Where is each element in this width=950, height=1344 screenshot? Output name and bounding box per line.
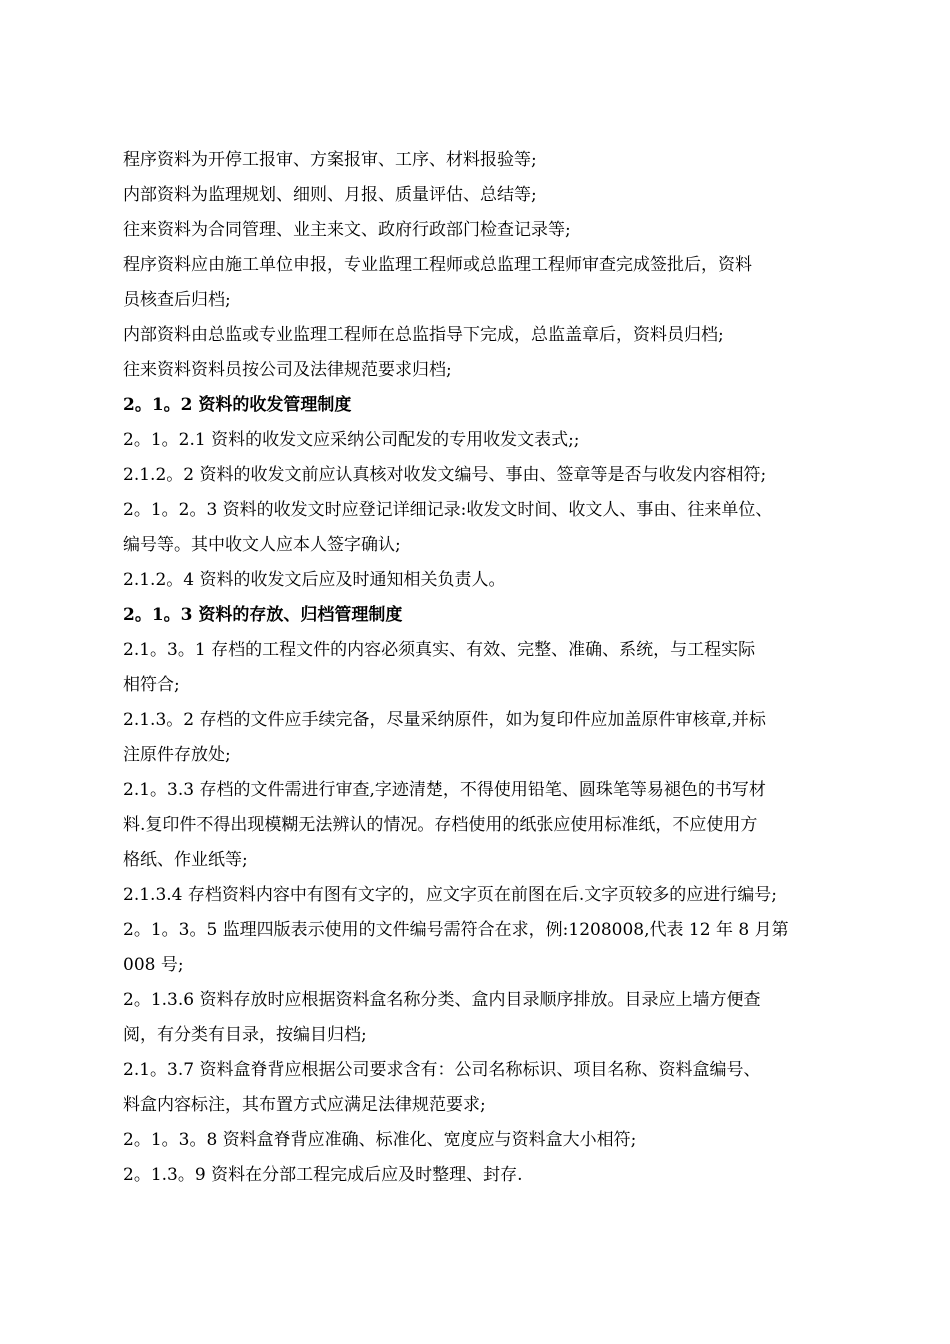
paragraph-line: 料.复印件不得出现模糊无法辨认的情况。存档使用的纸张应使用标准纸，不应使用方 xyxy=(123,815,758,835)
paragraph-line: 2.1.3.4 存档资料内容中有图有文字的，应文字页在前图在后.文字页较多的应进行编号; xyxy=(123,885,778,905)
paragraph-line: 往来资料为合同管理、业主来文、政府行政部门检查记录等; xyxy=(123,220,571,240)
paragraph-line: 编号等。其中收文人应本人签字确认; xyxy=(123,535,401,555)
paragraph-line: 料盒内容标注，其布置方式应满足法律规范要求; xyxy=(123,1095,486,1115)
paragraph-line: 格纸、作业纸等; xyxy=(123,850,248,870)
paragraph-line: 程序资料为开停工报审、方案报审、工序、材料报验等; xyxy=(123,150,537,170)
paragraph-line: 2。1。2.1 资料的收发文应采纳公司配发的专用收发文表式;; xyxy=(123,430,580,450)
paragraph-line: 往来资料资料员按公司及法律规范要求归档; xyxy=(123,360,452,380)
paragraph-line: 2。1.3.6 资料存放时应根据资料盒名称分类、盒内目录顺序排放。目录应上墙方便查 xyxy=(123,990,761,1010)
paragraph-line: 程序资料应由施工单位申报，专业监理工程师或总监理工程师审查完成签批后，资料 xyxy=(123,255,752,275)
paragraph-line: 员核查后归档; xyxy=(123,290,231,310)
paragraph-line: 注原件存放处; xyxy=(123,745,231,765)
paragraph-line: 2.1。3。1 存档的工程文件的内容必须真实、有效、完整、准确、系统，与工程实际 xyxy=(123,640,756,660)
paragraph-line: 2。1。3。8 资料盒脊背应准确、标准化、宽度应与资料盒大小相符; xyxy=(123,1130,637,1150)
paragraph-line: 2.1.2。2 资料的收发文前应认真核对收发文编号、事由、签章等是否与收发内容相符; xyxy=(123,465,767,485)
document-body xyxy=(123,143,843,1193)
paragraph-line: 内部资料为监理规划、细则、月报、质量评估、总结等; xyxy=(123,185,537,205)
paragraph-line: 008 号; xyxy=(123,955,184,975)
paragraph-line: 2.1。3.3 存档的文件需进行审查,字迹清楚，不得使用铅笔、圆珠笔等易褪色的书写材 xyxy=(123,780,766,800)
paragraph-line: 2.1.2。4 资料的收发文后应及时通知相关负责人。 xyxy=(123,570,506,590)
section-heading: 2。1。2 资料的收发管理制度 xyxy=(123,395,352,415)
paragraph-line: 阅，有分类有目录，按编目归档; xyxy=(123,1025,367,1045)
paragraph-line: 2.1.3。2 存档的文件应手续完备，尽量采纳原件，如为复印件应加盖原件审核章,并标 xyxy=(123,710,766,730)
paragraph-line: 2。1.3。9 资料在分部工程完成后应及时整理、封存. xyxy=(123,1165,523,1185)
paragraph-line: 内部资料由总监或专业监理工程师在总监指导下完成，总监盖章后，资料员归档; xyxy=(123,325,724,345)
paragraph-line: 2。1。2。3 资料的收发文时应登记详细记录:收发文时间、收文人、事由、往来单位、 xyxy=(123,500,773,520)
paragraph-line: 2。1。3。5 监理四版表示使用的文件编号需符合在求，例:1208008,代表 12 年 8 月第 xyxy=(123,920,789,940)
paragraph-line: 2.1。3.7 资料盒脊背应根据公司要求含有：公司名称标识、项目名称、资料盒编号、 xyxy=(123,1060,761,1080)
paragraph-line: 相符合; xyxy=(123,675,180,695)
section-heading: 2。1。3 资料的存放、归档管理制度 xyxy=(123,605,403,625)
